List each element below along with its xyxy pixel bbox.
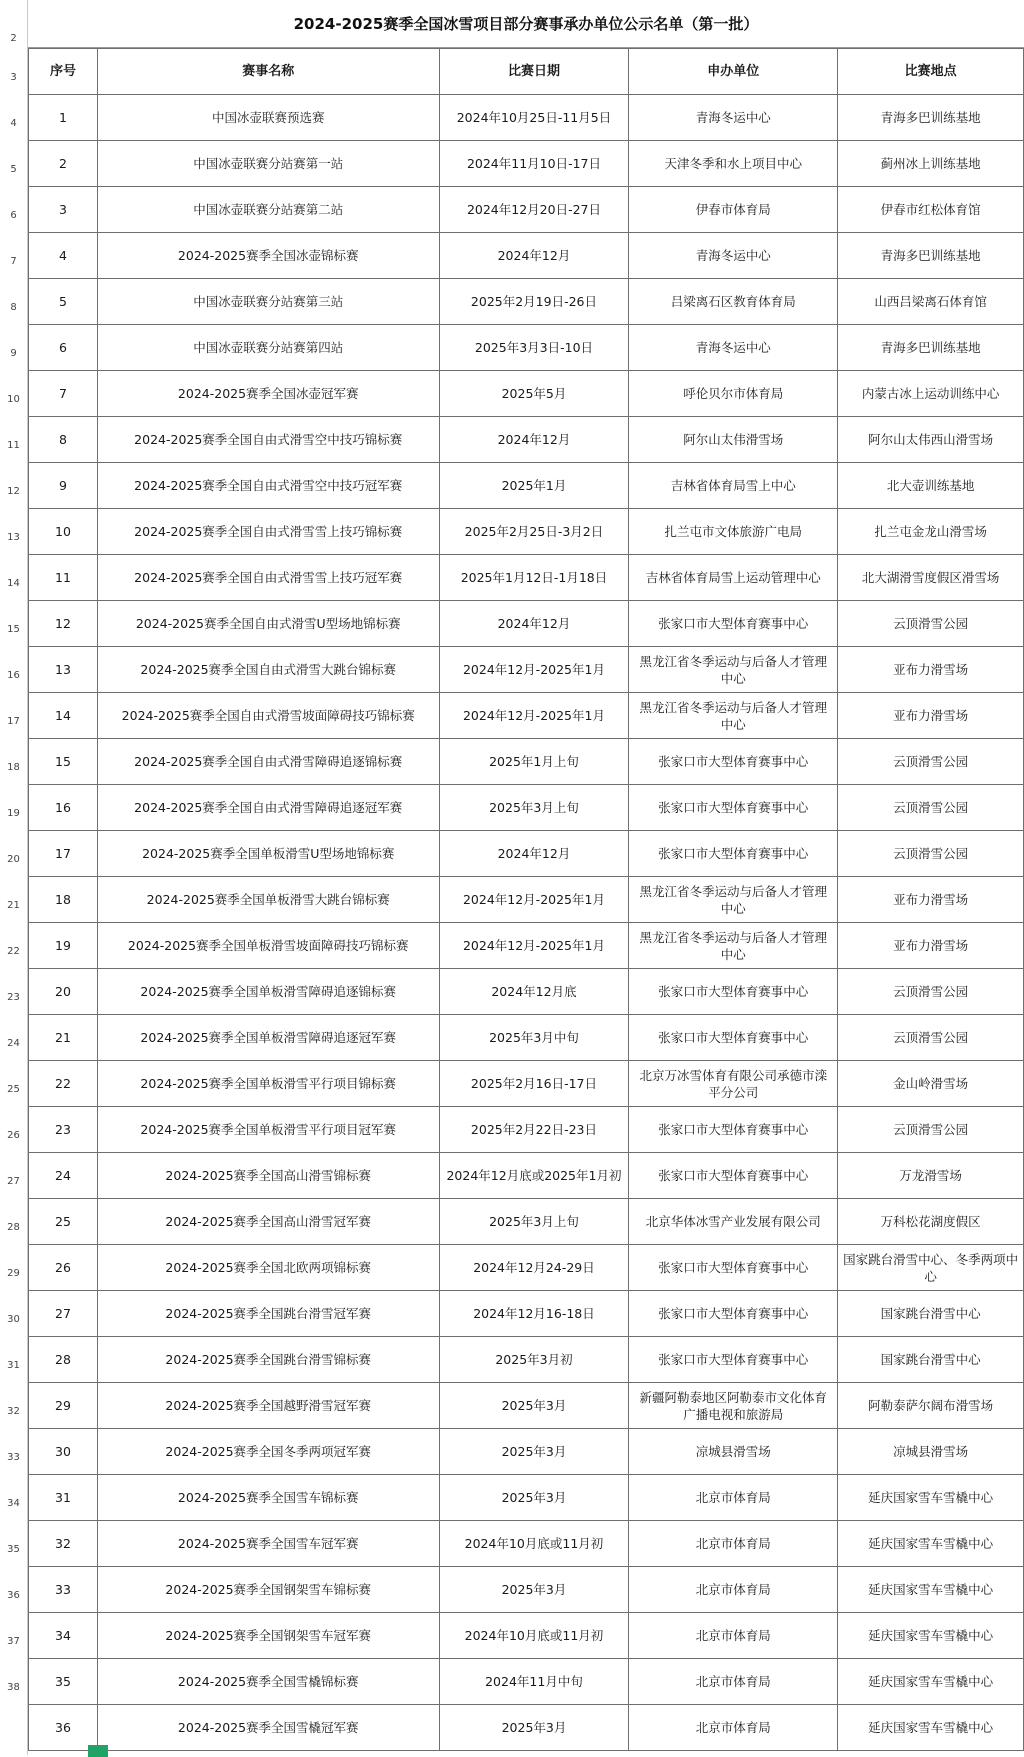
cell-venue[interactable]: 青海多巴训练基地	[838, 233, 1024, 279]
cell-name[interactable]: 中国冰壶联赛分站赛第二站	[97, 187, 439, 233]
row-number[interactable]: 12	[7, 486, 20, 497]
cell-no[interactable]: 9	[29, 463, 98, 509]
table-row	[29, 187, 1024, 233]
cell-venue[interactable]: 北大壶训练基地	[838, 463, 1024, 509]
cell-org[interactable]: 青海冬运中心	[629, 233, 838, 279]
cell-no[interactable]: 3	[29, 187, 98, 233]
cell-name[interactable]: 2024-2025赛季全国高山滑雪锦标赛	[97, 1153, 439, 1199]
cell-date[interactable]: 2025年3月	[439, 1383, 629, 1429]
row-number[interactable]: 36	[7, 1590, 20, 1601]
table-row	[29, 693, 1024, 739]
cell-org[interactable]: 北京市体育局	[629, 1659, 838, 1705]
cell-no[interactable]: 20	[29, 969, 98, 1015]
header-row	[29, 49, 1024, 95]
cell-no[interactable]: 14	[29, 693, 98, 739]
cell-no[interactable]: 1	[29, 95, 98, 141]
cell-no[interactable]: 5	[29, 279, 98, 325]
cell-name[interactable]: 中国冰壶联赛分站赛第三站	[97, 279, 439, 325]
cell-org[interactable]: 北京华体冰雪产业发展有限公司	[629, 1199, 838, 1245]
cell-name[interactable]: 2024-2025赛季全国单板滑雪坡面障碍技巧锦标赛	[97, 923, 439, 969]
cell-org[interactable]: 北京市体育局	[629, 1613, 838, 1659]
cell-date[interactable]: 2025年3月初	[439, 1337, 629, 1383]
cell-no[interactable]: 27	[29, 1291, 98, 1337]
cell-venue[interactable]: 国家跳台滑雪中心	[838, 1291, 1024, 1337]
cell-no[interactable]: 7	[29, 371, 98, 417]
cell-org[interactable]: 北京市体育局	[629, 1705, 838, 1751]
cell-name[interactable]: 2024-2025赛季全国跳台滑雪锦标赛	[97, 1337, 439, 1383]
table-row	[29, 1337, 1024, 1383]
table-row	[29, 1567, 1024, 1613]
cell-date[interactable]: 2024年11月中旬	[439, 1659, 629, 1705]
cell-date[interactable]: 2025年3月3日-10日	[439, 325, 629, 371]
cell-org[interactable]: 张家口市大型体育赛事中心	[629, 969, 838, 1015]
cell-org[interactable]: 北京市体育局	[629, 1521, 838, 1567]
cell-date[interactable]: 2024年12月16-18日	[439, 1291, 629, 1337]
table-row	[29, 1429, 1024, 1475]
row-number[interactable]: 3	[10, 72, 17, 83]
row-number[interactable]: 35	[7, 1544, 20, 1555]
cell-venue[interactable]: 云顶滑雪公园	[838, 969, 1024, 1015]
cell-no[interactable]: 36	[29, 1705, 98, 1751]
cell-name[interactable]: 2024-2025赛季全国单板滑雪平行项目锦标赛	[97, 1061, 439, 1107]
row-number[interactable]: 11	[7, 440, 20, 451]
cell-no[interactable]: 29	[29, 1383, 98, 1429]
cell-no[interactable]: 11	[29, 555, 98, 601]
cell-name[interactable]: 2024-2025赛季全国冰壶冠军赛	[97, 371, 439, 417]
header-cell-venue[interactable]: 比赛地点	[838, 49, 1024, 95]
cell-name[interactable]: 中国冰壶联赛分站赛第一站	[97, 141, 439, 187]
cell-venue[interactable]: 云顶滑雪公园	[838, 1107, 1024, 1153]
cell-venue[interactable]: 云顶滑雪公园	[838, 739, 1024, 785]
cell-org[interactable]: 张家口市大型体育赛事中心	[629, 739, 838, 785]
cell-venue[interactable]: 延庆国家雪车雪橇中心	[838, 1705, 1024, 1751]
cell-name[interactable]: 2024-2025赛季全国自由式滑雪坡面障碍技巧锦标赛	[97, 693, 439, 739]
cell-name[interactable]: 2024-2025赛季全国冬季两项冠军赛	[97, 1429, 439, 1475]
cell-venue[interactable]: 万龙滑雪场	[838, 1153, 1024, 1199]
cell-date[interactable]: 2024年12月	[439, 417, 629, 463]
cell-org[interactable]: 北京市体育局	[629, 1475, 838, 1521]
header-cell-no[interactable]: 序号	[29, 49, 98, 95]
cell-no[interactable]: 22	[29, 1061, 98, 1107]
cell-venue[interactable]: 云顶滑雪公园	[838, 785, 1024, 831]
cell-name[interactable]: 2024-2025赛季全国自由式滑雪U型场地锦标赛	[97, 601, 439, 647]
row-number[interactable]: 21	[7, 900, 20, 911]
row-number[interactable]: 9	[10, 348, 17, 359]
cell-name[interactable]: 2024-2025赛季全国自由式滑雪空中技巧冠军赛	[97, 463, 439, 509]
table-row	[29, 371, 1024, 417]
cell-name[interactable]: 2024-2025赛季全国自由式滑雪障碍追逐锦标赛	[97, 739, 439, 785]
cell-no[interactable]: 19	[29, 923, 98, 969]
cell-date[interactable]: 2025年3月	[439, 1705, 629, 1751]
row-number[interactable]: 13	[7, 532, 20, 543]
cell-no[interactable]: 15	[29, 739, 98, 785]
cell-venue[interactable]: 延庆国家雪车雪橇中心	[838, 1613, 1024, 1659]
row-number[interactable]: 33	[7, 1452, 20, 1463]
cell-venue[interactable]: 青海多巴训练基地	[838, 95, 1024, 141]
cell-org[interactable]: 张家口市大型体育赛事中心	[629, 1291, 838, 1337]
table-row	[29, 279, 1024, 325]
cell-venue[interactable]: 凉城县滑雪场	[838, 1429, 1024, 1475]
cell-no[interactable]: 13	[29, 647, 98, 693]
table-row	[29, 785, 1024, 831]
cell-venue[interactable]: 延庆国家雪车雪橇中心	[838, 1521, 1024, 1567]
cell-name[interactable]: 2024-2025赛季全国自由式滑雪障碍追逐冠军赛	[97, 785, 439, 831]
spreadsheet	[28, 0, 1024, 1755]
cell-no[interactable]: 2	[29, 141, 98, 187]
cell-date[interactable]: 2024年12月底	[439, 969, 629, 1015]
cell-venue[interactable]: 内蒙古冰上运动训练中心	[838, 371, 1024, 417]
cell-no[interactable]: 31	[29, 1475, 98, 1521]
cell-org[interactable]: 张家口市大型体育赛事中心	[629, 1107, 838, 1153]
cell-no[interactable]: 17	[29, 831, 98, 877]
table-row	[29, 1291, 1024, 1337]
cell-no[interactable]: 16	[29, 785, 98, 831]
cell-org[interactable]: 新疆阿勒泰地区阿勒泰市文化体育广播电视和旅游局	[629, 1383, 838, 1429]
row-number[interactable]: 34	[7, 1498, 20, 1509]
row-number[interactable]: 31	[7, 1360, 20, 1371]
cell-name[interactable]: 2024-2025赛季全国跳台滑雪冠军赛	[97, 1291, 439, 1337]
cell-venue[interactable]: 扎兰屯金龙山滑雪场	[838, 509, 1024, 555]
cell-no[interactable]: 28	[29, 1337, 98, 1383]
cell-no[interactable]: 34	[29, 1613, 98, 1659]
cell-date[interactable]: 2025年1月12日-1月18日	[439, 555, 629, 601]
cell-venue[interactable]: 亚布力滑雪场	[838, 877, 1024, 923]
row-number[interactable]: 8	[10, 302, 17, 313]
cell-date[interactable]: 2025年2月25日-3月2日	[439, 509, 629, 555]
table-row	[29, 95, 1024, 141]
table-row	[29, 601, 1024, 647]
cell-date[interactable]: 2025年5月	[439, 371, 629, 417]
cell-name[interactable]: 2024-2025赛季全国雪车冠军赛	[97, 1521, 439, 1567]
cell-org[interactable]: 黑龙江省冬季运动与后备人才管理中心	[629, 647, 838, 693]
row-number[interactable]: 15	[7, 624, 20, 635]
row-number[interactable]: 37	[7, 1636, 20, 1647]
cell-venue[interactable]: 亚布力滑雪场	[838, 647, 1024, 693]
table-row	[29, 831, 1024, 877]
cell-org[interactable]: 黑龙江省冬季运动与后备人才管理中心	[629, 923, 838, 969]
cell-no[interactable]: 25	[29, 1199, 98, 1245]
cell-venue[interactable]: 国家跳台滑雪中心	[838, 1337, 1024, 1383]
cell-name[interactable]: 2024-2025赛季全国单板滑雪平行项目冠军赛	[97, 1107, 439, 1153]
cell-name[interactable]: 中国冰壶联赛分站赛第四站	[97, 325, 439, 371]
row-number[interactable]: 22	[7, 946, 20, 957]
cell-date[interactable]: 2025年3月	[439, 1429, 629, 1475]
cell-venue[interactable]: 阿勒泰萨尔阔布滑雪场	[838, 1383, 1024, 1429]
table-body	[29, 95, 1024, 1751]
cell-org[interactable]: 张家口市大型体育赛事中心	[629, 785, 838, 831]
row-number[interactable]: 19	[7, 808, 20, 819]
cell-no[interactable]: 8	[29, 417, 98, 463]
cell-date[interactable]: 2024年12月-2025年1月	[439, 647, 629, 693]
cell-venue[interactable]: 金山岭滑雪场	[838, 1061, 1024, 1107]
row-number[interactable]: 30	[7, 1314, 20, 1325]
row-number[interactable]: 16	[7, 670, 20, 681]
table-row	[29, 1705, 1024, 1751]
table-row	[29, 647, 1024, 693]
cell-name[interactable]: 2024-2025赛季全国高山滑雪冠军赛	[97, 1199, 439, 1245]
cell-date[interactable]: 2024年12月	[439, 831, 629, 877]
table-row	[29, 1383, 1024, 1429]
cell-venue[interactable]: 万科松花湖度假区	[838, 1199, 1024, 1245]
header-cell-date[interactable]: 比赛日期	[439, 49, 629, 95]
cell-name[interactable]: 2024-2025赛季全国雪车锦标赛	[97, 1475, 439, 1521]
cell-venue[interactable]: 亚布力滑雪场	[838, 923, 1024, 969]
cell-org[interactable]: 呼伦贝尔市体育局	[629, 371, 838, 417]
cell-name[interactable]: 2024-2025赛季全国单板滑雪大跳台锦标赛	[97, 877, 439, 923]
cell-org[interactable]: 北京市体育局	[629, 1567, 838, 1613]
cell-org[interactable]: 吉林省体育局雪上运动管理中心	[629, 555, 838, 601]
row-number[interactable]: 25	[7, 1084, 20, 1095]
cell-no[interactable]: 10	[29, 509, 98, 555]
cell-org[interactable]: 凉城县滑雪场	[629, 1429, 838, 1475]
cell-venue[interactable]: 云顶滑雪公园	[838, 1015, 1024, 1061]
cell-venue[interactable]: 伊春市红松体育馆	[838, 187, 1024, 233]
sheet-title[interactable]: 2024-2025赛季全国冰雪项目部分赛事承办单位公示名单（第一批）	[28, 0, 1024, 48]
cell-date[interactable]: 2024年10月25日-11月5日	[439, 95, 629, 141]
cell-org[interactable]: 张家口市大型体育赛事中心	[629, 601, 838, 647]
table-row	[29, 1015, 1024, 1061]
cell-name[interactable]: 2024-2025赛季全国自由式滑雪空中技巧锦标赛	[97, 417, 439, 463]
cell-venue[interactable]: 延庆国家雪车雪橇中心	[838, 1475, 1024, 1521]
table-row	[29, 1153, 1024, 1199]
table-row	[29, 555, 1024, 601]
cell-org[interactable]: 天津冬季和水上项目中心	[629, 141, 838, 187]
cell-name[interactable]: 2024-2025赛季全国自由式滑雪大跳台锦标赛	[97, 647, 439, 693]
cell-no[interactable]: 23	[29, 1107, 98, 1153]
sheet-tab-indicator[interactable]	[88, 1745, 108, 1757]
cell-org[interactable]: 青海冬运中心	[629, 325, 838, 371]
table-row	[29, 1475, 1024, 1521]
row-number[interactable]: 18	[7, 762, 20, 773]
row-number[interactable]: 14	[7, 578, 20, 589]
cell-date[interactable]: 2025年3月	[439, 1567, 629, 1613]
cell-date[interactable]: 2024年12月20日-27日	[439, 187, 629, 233]
row-number[interactable]: 26	[7, 1130, 20, 1141]
row-number[interactable]: 2	[10, 33, 17, 44]
table-row	[29, 1245, 1024, 1291]
cell-org[interactable]: 伊春市体育局	[629, 187, 838, 233]
row-number[interactable]: 23	[7, 992, 20, 1003]
table-row	[29, 1061, 1024, 1107]
cell-org[interactable]: 黑龙江省冬季运动与后备人才管理中心	[629, 693, 838, 739]
cell-org[interactable]: 扎兰屯市文体旅游广电局	[629, 509, 838, 555]
cell-venue[interactable]: 延庆国家雪车雪橇中心	[838, 1659, 1024, 1705]
cell-no[interactable]: 12	[29, 601, 98, 647]
cell-venue[interactable]: 阿尔山太伟西山滑雪场	[838, 417, 1024, 463]
cell-date[interactable]: 2025年1月上旬	[439, 739, 629, 785]
row-number[interactable]: 5	[10, 164, 17, 175]
row-number[interactable]: 27	[7, 1176, 20, 1187]
row-number[interactable]: 6	[10, 210, 17, 221]
cell-name[interactable]: 2024-2025赛季全国冰壶锦标赛	[97, 233, 439, 279]
table-row	[29, 877, 1024, 923]
row-number[interactable]: 17	[7, 716, 20, 727]
cell-venue[interactable]: 亚布力滑雪场	[838, 693, 1024, 739]
cell-org[interactable]: 张家口市大型体育赛事中心	[629, 1337, 838, 1383]
cell-date[interactable]: 2025年2月22日-23日	[439, 1107, 629, 1153]
row-number[interactable]: 10	[7, 394, 20, 405]
cell-date[interactable]: 2025年2月19日-26日	[439, 279, 629, 325]
row-number[interactable]: 32	[7, 1406, 20, 1417]
table-row	[29, 417, 1024, 463]
row-number[interactable]: 24	[7, 1038, 20, 1049]
cell-venue[interactable]: 云顶滑雪公园	[838, 831, 1024, 877]
table-row	[29, 1199, 1024, 1245]
cell-date[interactable]: 2024年12月-2025年1月	[439, 923, 629, 969]
cell-name[interactable]: 2024-2025赛季全国越野滑雪冠军赛	[97, 1383, 439, 1429]
cell-no[interactable]: 30	[29, 1429, 98, 1475]
cell-no[interactable]: 21	[29, 1015, 98, 1061]
cell-name[interactable]: 2024-2025赛季全国单板滑雪U型场地锦标赛	[97, 831, 439, 877]
cell-date[interactable]: 2024年12月	[439, 233, 629, 279]
table-row	[29, 325, 1024, 371]
cell-name[interactable]: 中国冰壶联赛预选赛	[97, 95, 439, 141]
cell-venue[interactable]: 蓟州冰上训练基地	[838, 141, 1024, 187]
row-number[interactable]: 4	[10, 118, 17, 129]
cell-venue[interactable]: 延庆国家雪车雪橇中心	[838, 1567, 1024, 1613]
cell-venue[interactable]: 山西吕梁离石体育馆	[838, 279, 1024, 325]
cell-no[interactable]: 18	[29, 877, 98, 923]
cell-org[interactable]: 黑龙江省冬季运动与后备人才管理中心	[629, 877, 838, 923]
table-row	[29, 1107, 1024, 1153]
table-row	[29, 1659, 1024, 1705]
cell-date[interactable]: 2024年10月底或11月初	[439, 1521, 629, 1567]
cell-org[interactable]: 青海冬运中心	[629, 95, 838, 141]
cell-date[interactable]: 2024年11月10日-17日	[439, 141, 629, 187]
cell-name[interactable]: 2024-2025赛季全国北欧两项锦标赛	[97, 1245, 439, 1291]
row-number[interactable]: 38	[7, 1682, 20, 1693]
cell-date[interactable]: 2025年3月	[439, 1475, 629, 1521]
table-row	[29, 1613, 1024, 1659]
table-row	[29, 739, 1024, 785]
table-row	[29, 923, 1024, 969]
cell-org[interactable]: 张家口市大型体育赛事中心	[629, 1153, 838, 1199]
cell-venue[interactable]: 国家跳台滑雪中心、冬季两项中心	[838, 1245, 1024, 1291]
cell-no[interactable]: 32	[29, 1521, 98, 1567]
row-number[interactable]: 7	[10, 256, 17, 267]
cell-date[interactable]: 2024年10月底或11月初	[439, 1613, 629, 1659]
cell-name[interactable]: 2024-2025赛季全国雪橇冠军赛	[97, 1705, 439, 1751]
cell-venue[interactable]: 北大湖滑雪度假区滑雪场	[838, 555, 1024, 601]
row-number[interactable]: 29	[7, 1268, 20, 1279]
header-cell-org[interactable]: 申办单位	[629, 49, 838, 95]
cell-name[interactable]: 2024-2025赛季全国钢架雪车冠军赛	[97, 1613, 439, 1659]
cell-date[interactable]: 2024年12月24-29日	[439, 1245, 629, 1291]
row-number[interactable]: 20	[7, 854, 20, 865]
cell-name[interactable]: 2024-2025赛季全国单板滑雪障碍追逐锦标赛	[97, 969, 439, 1015]
events-table	[28, 48, 1024, 1751]
header-cell-name[interactable]: 赛事名称	[97, 49, 439, 95]
table-row	[29, 969, 1024, 1015]
cell-name[interactable]: 2024-2025赛季全国单板滑雪障碍追逐冠军赛	[97, 1015, 439, 1061]
cell-name[interactable]: 2024-2025赛季全国雪橇锦标赛	[97, 1659, 439, 1705]
cell-org[interactable]: 吉林省体育局雪上中心	[629, 463, 838, 509]
table-row	[29, 233, 1024, 279]
table-row	[29, 141, 1024, 187]
cell-org[interactable]: 张家口市大型体育赛事中心	[629, 831, 838, 877]
cell-no[interactable]: 26	[29, 1245, 98, 1291]
cell-venue[interactable]: 青海多巴训练基地	[838, 325, 1024, 371]
cell-date[interactable]: 2025年3月中旬	[439, 1015, 629, 1061]
cell-org[interactable]: 张家口市大型体育赛事中心	[629, 1015, 838, 1061]
cell-date[interactable]: 2024年12月	[439, 601, 629, 647]
cell-date[interactable]: 2024年12月底或2025年1月初	[439, 1153, 629, 1199]
cell-name[interactable]: 2024-2025赛季全国自由式滑雪雪上技巧冠军赛	[97, 555, 439, 601]
cell-date[interactable]: 2025年3月上旬	[439, 1199, 629, 1245]
cell-name[interactable]: 2024-2025赛季全国钢架雪车锦标赛	[97, 1567, 439, 1613]
table-row	[29, 1521, 1024, 1567]
cell-org[interactable]: 张家口市大型体育赛事中心	[629, 1245, 838, 1291]
cell-venue[interactable]: 云顶滑雪公园	[838, 601, 1024, 647]
cell-date[interactable]: 2024年12月-2025年1月	[439, 877, 629, 923]
cell-no[interactable]: 33	[29, 1567, 98, 1613]
table-row	[29, 509, 1024, 555]
cell-date[interactable]: 2025年1月	[439, 463, 629, 509]
cell-date[interactable]: 2024年12月-2025年1月	[439, 693, 629, 739]
cell-date[interactable]: 2025年2月16日-17日	[439, 1061, 629, 1107]
cell-date[interactable]: 2025年3月上旬	[439, 785, 629, 831]
cell-org[interactable]: 阿尔山太伟滑雪场	[629, 417, 838, 463]
cell-name[interactable]: 2024-2025赛季全国自由式滑雪雪上技巧锦标赛	[97, 509, 439, 555]
cell-no[interactable]: 4	[29, 233, 98, 279]
row-number[interactable]: 28	[7, 1222, 20, 1233]
cell-no[interactable]: 24	[29, 1153, 98, 1199]
cell-org[interactable]: 吕梁离石区教育体育局	[629, 279, 838, 325]
table-row	[29, 463, 1024, 509]
cell-no[interactable]: 35	[29, 1659, 98, 1705]
cell-no[interactable]: 6	[29, 325, 98, 371]
cell-org[interactable]: 北京万冰雪体育有限公司承德市滦平分公司	[629, 1061, 838, 1107]
